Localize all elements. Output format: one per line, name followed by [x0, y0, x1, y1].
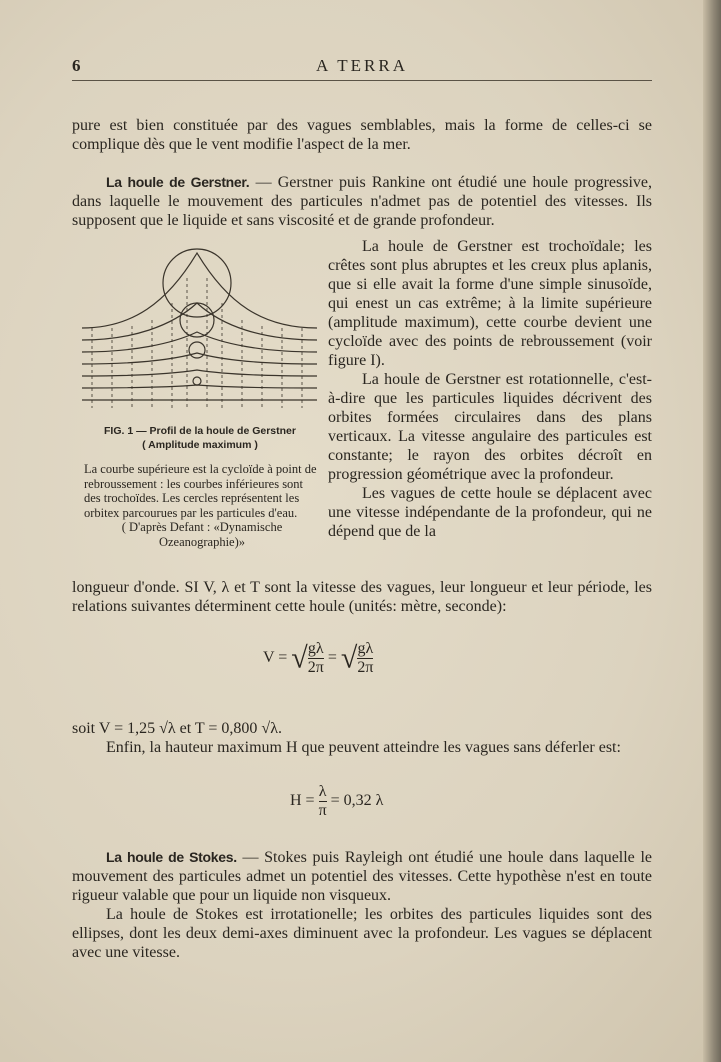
figure-note: La courbe supérieure est la cycloïde à point de rebroussement : les courbes inférieures sont des trochoïdes. Les cercles représentent les orbitex parcourues par les particules d'eau. ( D'après Defant : «Dynamische Ozeanographie)»: [84, 462, 320, 549]
velocity-period-line: soit V = 1,25 √λ et T = 0,800 √λ. Enfin, la hauteur maximum H que peuvent atteindre les vagues sans déferler est:: [72, 720, 621, 756]
gerstner-heading: La houle de Gerstner.: [106, 174, 250, 190]
gerstner-relations: longueur d'onde. SI V, λ et T sont la vitesse des vagues, leur longueur et leur période, les relations suivantes déterminent cette houle (unités: mètre, seconde):: [72, 579, 652, 615]
height-formula: H = $\frac{\lambda}{\pi}$ = 0,32 λ: [290, 783, 384, 819]
wave-profile-diagram: [72, 248, 322, 418]
running-header: [72, 56, 652, 80]
intro-paragraph: pure est bien constituée par des vagues semblables, mais la forme de celles-ci se complique dès que le vent modifie l'aspect de la mer.: [72, 117, 652, 153]
book-spine: [703, 0, 721, 1062]
page-number: 6: [72, 56, 84, 75]
running-title: A TERRA: [315, 56, 408, 75]
velocity-formula: V = √ $\frac{g\lambda}{2\pi}$ = √ $\frac{g\lambda}{2\pi}$: [263, 640, 374, 676]
gerstner-right-column: La houle de Gerstner est trochoïdale; les crêtes sont plus abruptes et les creux plus aplanis, que si elle avait la forme d'une simple sinusoïde, qui enest un cas extrême; à la limite supérieure (amplitude maximum), cette courbe devient une cycloïde avec des points de rebroussement (voir figure I). La houle de Gerstner est rotationnelle, c'est-à-dire que les particules liquides décrivent des orbites formées circulaires dans des plans verticaux. La vitesse angulaire des particules est constante; le rayon des orbites décroît en progression géométrique avec la profondeur. Les vagues de cette houle se déplacent avec une vitesse indépendante de la profondeur, qui ne dépend que de la: [328, 238, 652, 540]
stokes-heading: La houle de Stokes.: [106, 849, 237, 865]
gerstner-intro: La houle de Gerstner. — Gerstner puis Rankine ont étudié une houle progressive, dans laquelle le mouvement des particules n'admet pas de potentiel des vitesses. Ils supposent que le liquide et sans viscosité et de grande profondeur.: [72, 174, 653, 229]
orbit-circle-small: [189, 342, 205, 358]
figure-caption: FIG. 1 — Profil de la houle de Gerstner ( Amplitude maximum ): [104, 425, 296, 451]
gerstner-wave-figure: [72, 248, 322, 418]
orbit-circle-top: [163, 249, 231, 317]
figure-source: ( D'après Defant : «Dynamische Ozeanographie)»: [121, 520, 283, 549]
orbit-circle-tiny: [193, 377, 201, 385]
header-rule: [72, 80, 652, 81]
stokes-section: La houle de Stokes. — Stokes puis Rayleigh ont étudié une houle dans laquelle le mouvement des particules admet un potentiel des vitesses. Cette hypothèse n'est en toute rigueur valable que pour un liquide non visqueux. La houle de Stokes est irrotationelle; les orbites des particules liquides sont des ellipses, dont les deux demi-axes diminuent avec la profondeur. Les vagues se déplacent avec une vitesse.: [72, 849, 652, 961]
